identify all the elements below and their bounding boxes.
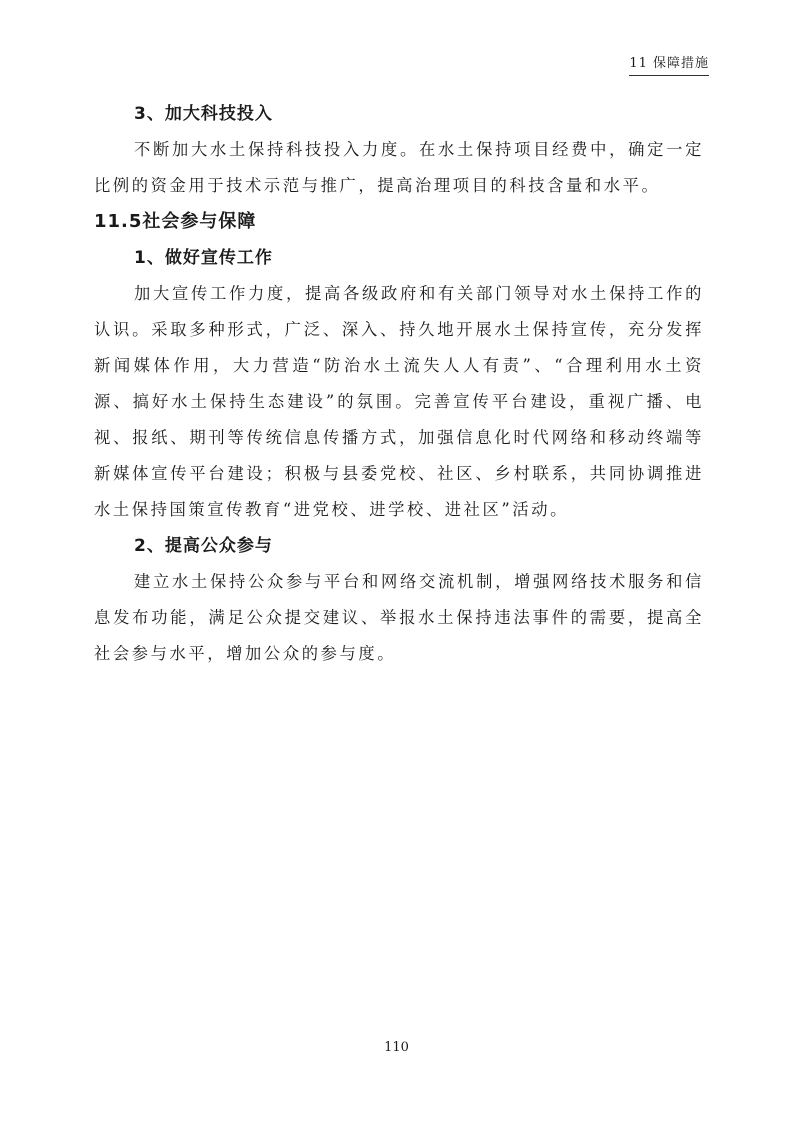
heading-public-participation: 2、提高公众参与 — [134, 536, 273, 556]
page-body — [94, 96, 704, 672]
paragraph-tech-investment: 不断加大水土保持科技投入力度。在水土保持项目经费中，确定一定比例的资金用于技术示范与推广，提高治理项目的科技含量和水平。 — [94, 140, 704, 195]
heading-tech-investment: 3、加大科技投入 — [134, 104, 273, 124]
paragraph-publicity: 加大宣传工作力度，提高各级政府和有关部门领导对水土保持工作的认识。采取多种形式，广泛、深入、持久地开展水土保持宣传，充分发挥新闻媒体作用，大力营造“防治水土流失人人有责”、“合理利用水土资源、搞好水土保持生态建设”的氛围。完善宣传平台建设，重视广播、电视、报纸、期刊等传统信息传播方式，加强信息化时代网络和移动终端等新媒体宣传平台建设；积极与县委党校、社区、乡村联系，共同协调推进水土保持国策宣传教育“进党校、进学校、进社区”活动。 — [94, 284, 704, 519]
heading-publicity: 1、做好宣传工作 — [134, 248, 273, 268]
running-header: 11 保障措施 — [629, 52, 709, 76]
section-heading-social-participation: 11.5社会参与保障 — [94, 211, 257, 232]
paragraph-public-participation: 建立水土保持公众参与平台和网络交流机制，增强网络技术服务和信息发布功能，满足公众提交建议、举报水土保持违法事件的需要，提高全社会参与水平，增加公众的参与度。 — [94, 572, 704, 663]
page-number: 110 — [384, 1040, 409, 1055]
